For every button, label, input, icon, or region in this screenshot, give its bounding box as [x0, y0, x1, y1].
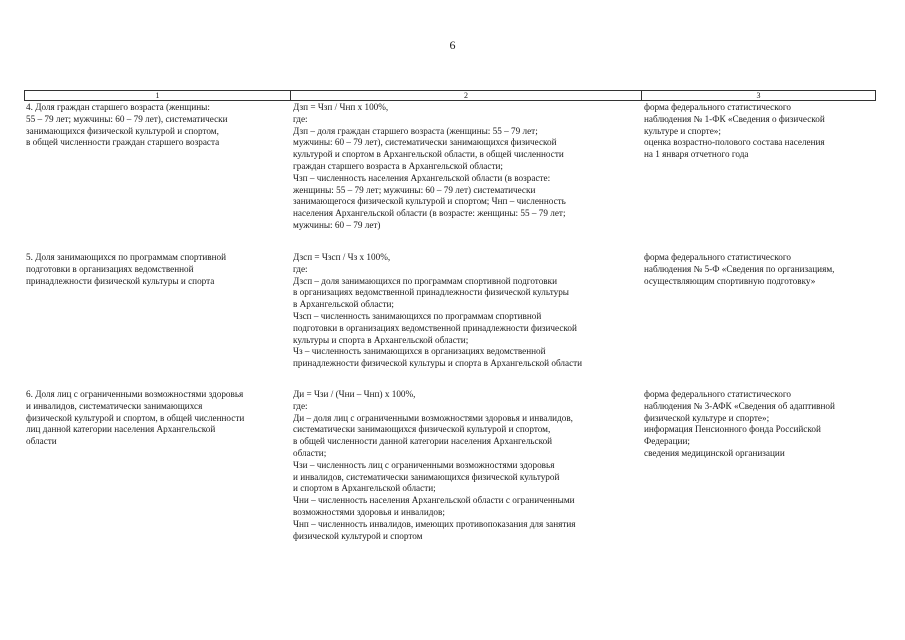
text-line: 5. Доля занимающихся по программам спортивной	[26, 252, 227, 262]
text-line: области	[26, 436, 57, 447]
table-header	[24, 90, 876, 101]
text-line: Ди = Чзи / (Чни – Чнп) х 100%,	[293, 389, 416, 399]
text-line: Дзсп – доля занимающихся по программам спортивной подготовки	[293, 275, 558, 286]
text-line: Дзп = Чзп / Чнп х 100%,	[293, 102, 389, 112]
text-line: области;	[293, 447, 327, 458]
text-line: лиц данной категории населения Архангельской	[26, 424, 216, 435]
text-line: и инвалидов, систематически занимающихся физической культурой	[293, 471, 560, 482]
text-line: осуществляющим спортивную подготовку»	[644, 275, 816, 286]
text-line: оценка возрастно-полового состава населения	[644, 137, 825, 148]
text-line: возможностями здоровья и инвалидов;	[293, 506, 445, 517]
text-line: занимающихся физической культурой и спортом,	[26, 125, 219, 136]
row-4-formula	[293, 102, 638, 232]
text-line: где:	[293, 400, 308, 411]
text-line: форма федерального статистического	[644, 102, 791, 112]
text-line: на 1 января отчетного года	[644, 149, 749, 160]
row-6-source	[644, 389, 876, 460]
text-line: физической культурой и спортом	[293, 530, 423, 541]
text-line: Чзсп – численность занимающихся по программам спортивной	[293, 310, 542, 321]
row-5-formula	[293, 252, 638, 370]
text-line: в общей численности данной категории населения Архангельской	[293, 436, 553, 447]
text-line: подготовки в организациях ведомственной принадлежности физической	[293, 322, 577, 333]
text-line: в организациях ведомственной принадлежности физической культуры	[293, 287, 569, 298]
text-line: Чз – численность занимающихся в организациях ведомственной	[293, 346, 546, 357]
row-5-source	[644, 252, 876, 287]
text-line: форма федерального статистического	[644, 389, 791, 399]
text-line: культуры и спорта в Архангельской области;	[293, 334, 469, 345]
text-line: культурой и спортом в Архангельской области, в общей численности	[293, 149, 564, 160]
page-number: 6	[449, 38, 456, 52]
text-line: где:	[293, 263, 308, 274]
column-header-1: 1	[25, 91, 291, 100]
row-5-indicator	[26, 252, 288, 287]
text-line: культуре и спорте»;	[644, 125, 721, 136]
text-line: Дзсп = Чзсп / Чз х 100%,	[293, 252, 391, 262]
text-line: сведения медицинской организации	[644, 447, 785, 458]
row-6-formula	[293, 389, 638, 542]
text-line: мужчины: 60 – 79 лет)	[293, 219, 381, 230]
text-line: форма федерального статистического	[644, 252, 791, 262]
text-line: в Архангельской области;	[293, 299, 394, 310]
text-line: Чни – численность населения Архангельской области с ограниченными	[293, 495, 575, 506]
text-line: информация Пенсионного фонда Российской	[644, 424, 821, 435]
text-line: Федерации;	[644, 436, 690, 447]
text-line: наблюдения № 3-АФК «Сведения об адаптивной	[644, 400, 835, 411]
row-4-indicator	[26, 102, 288, 149]
column-header-2: 2	[291, 91, 642, 100]
text-line: в общей численности граждан старшего возраста	[26, 137, 220, 148]
text-line: наблюдения № 1-ФК «Сведения о физической	[644, 113, 825, 124]
text-line: мужчины: 60 – 79 лет), систематически занимающихся физической	[293, 137, 557, 148]
text-line: и инвалидов, систематически занимающихся	[26, 400, 203, 411]
text-line: 4. Доля граждан старшего возраста (женщины:	[26, 102, 210, 112]
text-line: принадлежности физической культуры и спорта в Архангельской области	[293, 358, 583, 369]
text-line: 6. Доля лиц с ограниченными возможностями здоровья	[26, 389, 244, 399]
column-header-3: 3	[756, 91, 761, 100]
text-line: Чзи – численность лиц с ограниченными возможностями здоровья	[293, 459, 555, 470]
text-line: Ди – доля лиц с ограниченными возможностями здоровья и инвалидов,	[293, 412, 573, 423]
text-line: занимающегося физической культурой и спортом; Чнп – численность	[293, 196, 566, 207]
text-line: Чзп – численность населения Архангельской области (в возрасте:	[293, 172, 551, 183]
text-line: и спортом в Архангельской области;	[293, 483, 436, 494]
text-line: систематически занимающихся физической культурой и спортом,	[293, 424, 551, 435]
text-line: физической культуре и спорте»;	[644, 412, 770, 423]
row-4-source	[644, 102, 876, 161]
text-line: населения Архангельской области (в возрасте: женщины: 55 – 79 лет;	[293, 208, 566, 219]
row-6-indicator	[26, 389, 288, 448]
text-line: физической культурой и спортом, в общей численности	[26, 412, 245, 423]
text-line: подготовки в организациях ведомственной	[26, 263, 194, 274]
text-line: принадлежности физической культуры и спорта	[26, 275, 215, 286]
text-line: граждан старшего возраста в Архангельской области;	[293, 160, 503, 171]
text-line: 55 – 79 лет; мужчины: 60 – 79 лет), систематически	[26, 113, 228, 124]
text-line: где:	[293, 113, 308, 124]
text-line: женщины: 55 – 79 лет; мужчины: 60 – 79 лет) систематически	[293, 184, 536, 195]
text-line: наблюдения № 5-Ф «Сведения по организациям,	[644, 263, 835, 274]
text-line: Дзп – доля граждан старшего возраста (женщины: 55 – 79 лет;	[293, 125, 538, 136]
text-line: Чнп – численность инвалидов, имеющих противопоказания для занятия	[293, 518, 576, 529]
